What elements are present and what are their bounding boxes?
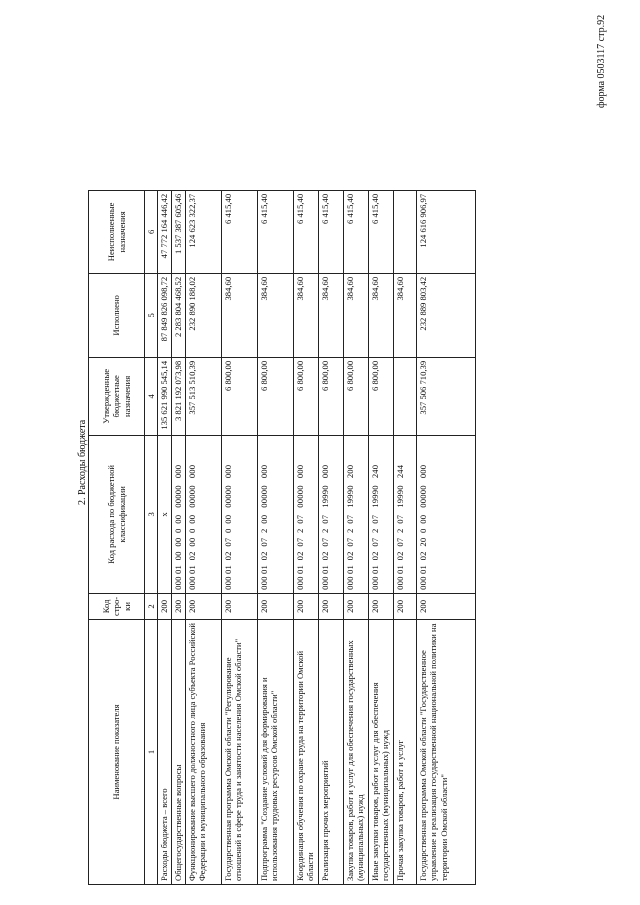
row-executed: 232 890 188,02 — [185, 273, 221, 357]
header-name: Наименование показателя — [89, 620, 145, 885]
row-executed: 384,60 — [293, 273, 318, 357]
section-title: 2. Расходы бюджета — [77, 419, 88, 505]
row-remaining: 6 415,40 — [257, 190, 293, 273]
header-line-code: Код стро- ки — [89, 593, 145, 619]
header-approved: Утвержденные бюджетные назначения — [89, 357, 145, 435]
row-approved — [393, 357, 416, 435]
row-line-code: 200 — [185, 593, 221, 619]
row-class-code: 000 01 02 07 2 07 19990 240 — [368, 435, 393, 593]
row-line-code: 200 — [416, 593, 475, 619]
form-label: форма 0503117 стр.92 — [596, 14, 607, 108]
table-row — [416, 190, 475, 884]
row-class-code: 000 01 02 20 0 00 00000 000 — [416, 435, 475, 593]
row-name: Прочая закупка товаров, работ и услуг — [393, 620, 416, 885]
row-executed: 384,60 — [318, 273, 343, 357]
row-class-code: 000 01 02 00 0 00 00000 000 — [185, 435, 221, 593]
row-name: Функционирование высшего должностного лица субъекта Российской Федерации и муниципального образования — [185, 620, 221, 885]
row-executed: 87 849 826 098,72 — [158, 273, 171, 357]
row-class-code: 000 01 02 07 2 07 19990 244 — [393, 435, 416, 593]
row-approved: 6 800,00 — [343, 357, 368, 435]
table-row — [185, 190, 221, 884]
row-name: Закупка товаров, работ и услуг для обеспечения государственных (муниципальных) нужд — [343, 620, 368, 885]
row-remaining: 1 537 387 605,46 — [171, 190, 185, 273]
row-class-code: 000 01 02 07 2 07 19990 000 — [318, 435, 343, 593]
row-class-code: 000 01 02 07 2 07 00000 000 — [293, 435, 318, 593]
row-executed: 384,60 — [221, 273, 257, 357]
table-row — [293, 190, 318, 884]
row-approved: 6 800,00 — [221, 357, 257, 435]
row-approved: 6 800,00 — [368, 357, 393, 435]
table-row — [158, 190, 171, 884]
row-line-code: 200 — [293, 593, 318, 619]
column-number: 1 — [145, 620, 158, 885]
row-approved: 357 513 510,39 — [185, 357, 221, 435]
header-remaining: Неисполненные назначения — [89, 190, 145, 273]
row-name: Подпрограмма "Создание условий для формирования и использования трудовых ресурсов Омской области" — [257, 620, 293, 885]
row-approved: 6 800,00 — [257, 357, 293, 435]
row-name: Общегосударственные вопросы — [171, 620, 185, 885]
row-approved: 3 821 192 073,98 — [171, 357, 185, 435]
table-row — [257, 190, 293, 884]
row-executed: 384,60 — [343, 273, 368, 357]
row-executed: 232 889 803,42 — [416, 273, 475, 357]
header-row — [89, 190, 145, 884]
row-name: Реализация прочих мероприятий — [318, 620, 343, 885]
row-executed: 2 283 804 468,52 — [171, 273, 185, 357]
budget-expenses-table — [88, 190, 476, 885]
column-number: 2 — [145, 593, 158, 619]
row-class-code: 000 01 02 07 2 00 00000 000 — [257, 435, 293, 593]
column-number-row — [145, 190, 158, 884]
row-name: Координация обучения по охране труда на территории Омской области — [293, 620, 318, 885]
row-class-code: 000 01 00 00 0 00 00000 000 — [171, 435, 185, 593]
row-executed: 384,60 — [257, 273, 293, 357]
table-row — [368, 190, 393, 884]
row-remaining: 6 415,40 — [343, 190, 368, 273]
table-row — [171, 190, 185, 884]
row-class-code: 000 01 02 07 2 07 19990 200 — [343, 435, 368, 593]
column-number: 4 — [145, 357, 158, 435]
row-executed: 384,60 — [368, 273, 393, 357]
row-line-code: 200 — [257, 593, 293, 619]
row-remaining: 6 415,40 — [293, 190, 318, 273]
column-number: 6 — [145, 190, 158, 273]
row-remaining: 124 616 906,97 — [416, 190, 475, 273]
row-approved: 135 621 990 545,14 — [158, 357, 171, 435]
header-executed: Исполнено — [89, 273, 145, 357]
row-line-code: 200 — [393, 593, 416, 619]
table-body — [158, 190, 475, 884]
row-class-code: x — [158, 435, 171, 593]
row-name: Расходы бюджета – всего — [158, 620, 171, 885]
row-line-code: 200 — [221, 593, 257, 619]
column-number: 5 — [145, 273, 158, 357]
row-name: Иные закупки товаров, работ и услуг для обеспечения государственных (муниципальных) нужд — [368, 620, 393, 885]
row-line-code: 200 — [171, 593, 185, 619]
row-class-code: 000 01 02 07 0 00 00000 000 — [221, 435, 257, 593]
row-approved: 6 800,00 — [318, 357, 343, 435]
row-line-code: 200 — [318, 593, 343, 619]
table-row — [393, 190, 416, 884]
row-remaining: 6 415,40 — [318, 190, 343, 273]
row-line-code: 200 — [343, 593, 368, 619]
row-line-code: 200 — [158, 593, 171, 619]
row-approved: 357 506 710,39 — [416, 357, 475, 435]
row-remaining: 124 623 322,37 — [185, 190, 221, 273]
row-remaining — [393, 190, 416, 273]
table-row — [221, 190, 257, 884]
row-remaining: 6 415,40 — [368, 190, 393, 273]
row-approved: 6 800,00 — [293, 357, 318, 435]
row-remaining: 6 415,40 — [221, 190, 257, 273]
header-class-code: Код расхода по бюджетной классификации — [89, 435, 145, 593]
table-row — [318, 190, 343, 884]
row-name: Государственная программа Омской области "Государственное управление и реализация государственной национальной политики на территории Омской области" — [416, 620, 475, 885]
column-number: 3 — [145, 435, 158, 593]
row-executed: 384,60 — [393, 273, 416, 357]
table-row — [343, 190, 368, 884]
row-line-code: 200 — [368, 593, 393, 619]
row-remaining: 47 772 164 446,42 — [158, 190, 171, 273]
row-name: Государственная программа Омской области "Регулирование отношений в сфере труда и занятости населения Омской области" — [221, 620, 257, 885]
